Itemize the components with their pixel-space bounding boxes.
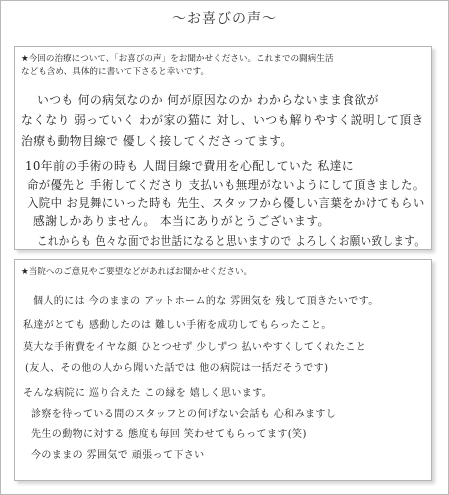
handwritten-line: 10年前の手術の時も 人間目線で費用を心配していた 私達に [25, 159, 355, 173]
page-title: 〜お喜びの声〜 [172, 11, 277, 27]
handwritten-line: 治療も動物目線で 優しく接してくださってます。 [21, 134, 293, 148]
question-prompt-line: ★当院へのご意見やご要望などがあればお聞かせください。 [21, 267, 253, 277]
handwritten-line: なくなり 弱っていく わが家の猫に 対し、いつも解りやすく説明して頂き [21, 113, 424, 127]
handwritten-line: (友人、その他の人から聞いた話では 他の病院は一括だそうです) [25, 363, 329, 374]
question-prompt-line: ★今回の治療について、「お喜びの声」をお聞かせください。これまでの闘病生活 [21, 54, 334, 64]
handwritten-line: 私達がとても 感動したのは 難しい手術を成功してもらったこと。 [23, 320, 332, 331]
handwritten-line: 診察を待っている間のスタッフとの何げない会話も 心和みますし [31, 409, 337, 420]
question-prompt-line: なども含め、具体的に書いて下さると幸いです。 [21, 67, 210, 77]
handwritten-line: 命が優先と 手術してくださり 支払いも無理がないようにして頂きました。 [27, 178, 425, 192]
handwritten-line: 個人的には 今のままの アットホーム的な 雰囲気を 残して頂きたいです。 [33, 296, 379, 307]
handwritten-line: 入院中 お見舞にいった時も 先生、スタッフから優しい言葉をかけてもらい [27, 196, 425, 210]
handwritten-line: これからも 色々な面でお世話になると思いますので よろしくお願い致します。 [37, 234, 426, 248]
handwritten-line: 感謝しかありません。 本当にありがとうございます。 [33, 214, 330, 228]
handwritten-line: 先生の動物に対する 態度も毎回 笑わせてもらってます(笑) [31, 429, 307, 440]
handwritten-line: 莫大な手術費をイヤな顔 ひとつせず 少しずつ 払いやすくしてくれたこと [23, 342, 367, 353]
handwritten-line: そんな病院に 巡り合えた この縁を 嬉しく思います。 [23, 388, 273, 399]
question-panel-feedback [14, 259, 432, 481]
question-panel-treatment [14, 46, 432, 250]
handwritten-line: いつも 何の病気なのか 何が原因なのか わからないまま食欲が [37, 93, 379, 107]
handwritten-line: 今のままの 雰囲気で 頑張って下さい [31, 450, 205, 461]
